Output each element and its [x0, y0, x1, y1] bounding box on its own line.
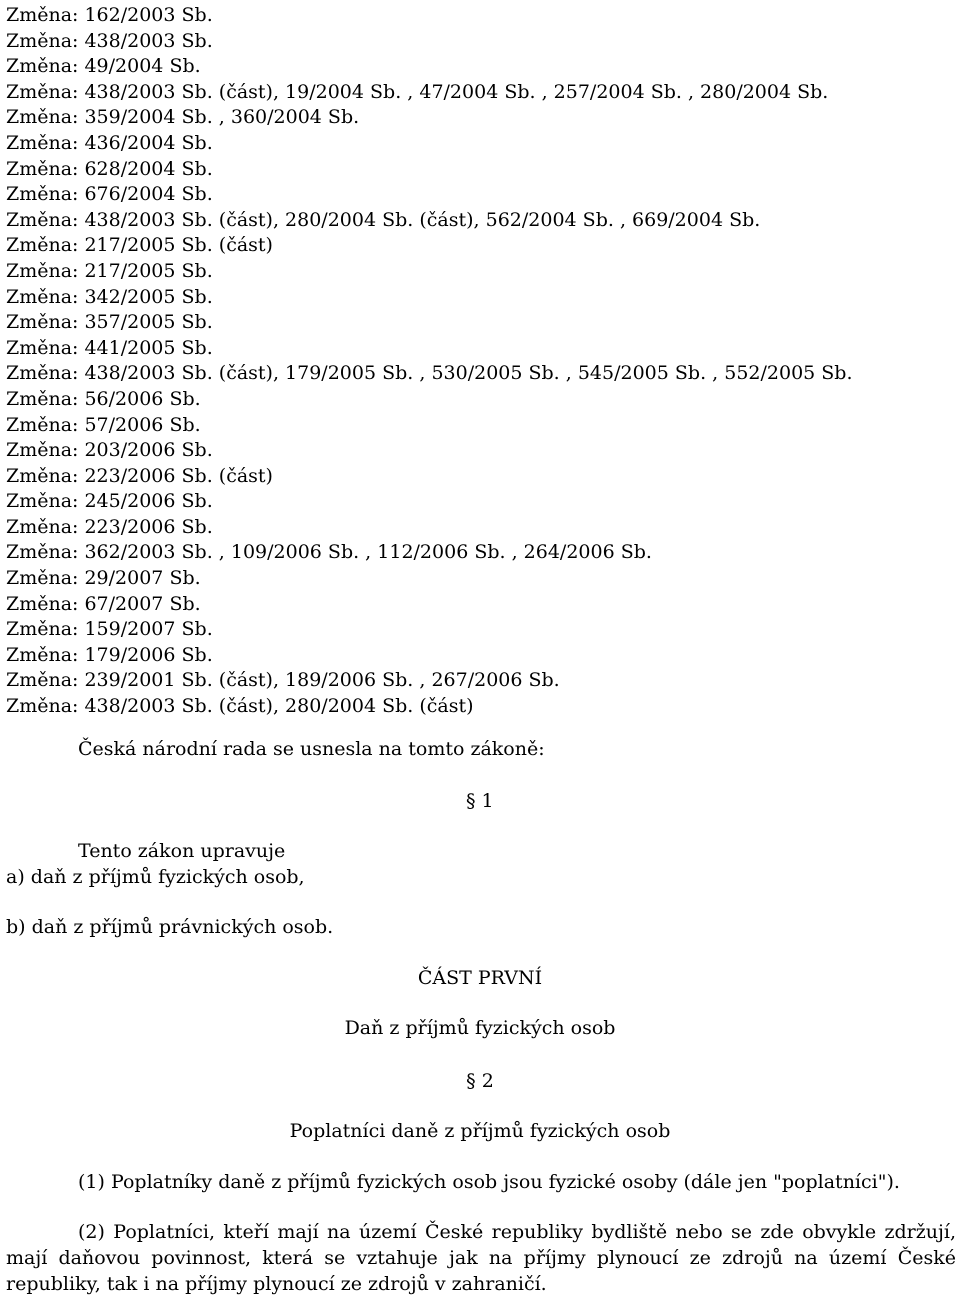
amendment-line: Změna: 342/2005 Sb.: [6, 285, 213, 308]
amendment-line: Změna: 438/2003 Sb. (část), 19/2004 Sb. , 47/2004 Sb. , 257/2004 Sb. , 280/2004 Sb.: [6, 80, 829, 103]
amendment-line: Změna: 676/2004 Sb.: [6, 183, 213, 206]
paragraph-1: (1) Poplatníky daně z příjmů fyzických osob jsou fyzické osoby (dále jen "poplatníci").: [78, 1171, 900, 1193]
section-1-item-b: b) daň z příjmů právnických osob.: [6, 916, 334, 938]
amendment-line: Změna: 203/2006 Sb.: [6, 439, 213, 462]
paragraph-2: [6, 1219, 956, 1297]
amendment-line: Změna: 57/2006 Sb.: [6, 413, 201, 436]
amendment-line: Změna: 438/2003 Sb. (část), 179/2005 Sb. , 530/2005 Sb. , 545/2005 Sb. , 552/2005 Sb.: [6, 362, 853, 385]
amendment-line: Změna: 67/2007 Sb.: [6, 592, 201, 615]
amendment-line: Změna: 359/2004 Sb. , 360/2004 Sb.: [6, 106, 360, 129]
amendment-line: Změna: 438/2003 Sb. (část), 280/2004 Sb. (část): [6, 695, 474, 718]
amendment-line: Změna: 56/2006 Sb.: [6, 387, 201, 410]
amendment-line: Změna: 357/2005 Sb.: [6, 311, 213, 334]
amendment-line: Změna: 239/2001 Sb. (část), 189/2006 Sb. , 267/2006 Sb.: [6, 669, 560, 692]
amendment-line: Změna: 245/2006 Sb.: [6, 490, 213, 513]
amendment-line: Změna: 179/2006 Sb.: [6, 643, 213, 666]
amendment-line: Změna: 217/2005 Sb. (část): [6, 234, 273, 257]
amendment-line: Změna: 29/2007 Sb.: [6, 567, 201, 590]
amendment-list: [6, 3, 946, 720]
amendment-line: Změna: 438/2003 Sb.: [6, 29, 213, 52]
amendment-line: Změna: 159/2007 Sb.: [6, 618, 213, 641]
section-2-title: Poplatníci daně z příjmů fyzických osob: [289, 1120, 671, 1142]
section-1-item-a: a) daň z příjmů fyzických osob,: [6, 866, 305, 888]
amendment-line: Změna: 436/2004 Sb.: [6, 131, 213, 154]
preamble: Česká národní rada se usnesla na tomto zákoně:: [78, 738, 545, 760]
section-1-intro: Tento zákon upravuje: [78, 840, 286, 862]
paragraph-2-text: (2) Poplatníci, kteří mají na území České republiky bydliště nebo se zde obvykle zdržují, mají daňovou povinnost, která se vztahuje jak na příjmy plynoucí ze zdrojů na území České republiky, tak i na příjmy plynoucí ze zdrojů v zahraničí.: [6, 1221, 956, 1295]
part-title: Daň z příjmů fyzických osob: [344, 1017, 616, 1039]
amendment-line: Změna: 217/2005 Sb.: [6, 259, 213, 282]
amendment-line: Změna: 49/2004 Sb.: [6, 55, 201, 78]
section-2-heading: § 2: [466, 1070, 494, 1092]
amendment-line: Změna: 223/2006 Sb.: [6, 515, 213, 538]
amendment-line: Změna: 441/2005 Sb.: [6, 336, 213, 359]
amendment-line: Změna: 223/2006 Sb. (část): [6, 464, 273, 487]
amendment-line: Změna: 362/2003 Sb. , 109/2006 Sb. , 112/2006 Sb. , 264/2006 Sb.: [6, 541, 652, 564]
amendment-line: Změna: 628/2004 Sb.: [6, 157, 213, 180]
amendment-line: Změna: 162/2003 Sb.: [6, 4, 213, 26]
amendment-line: Změna: 438/2003 Sb. (část), 280/2004 Sb. (část), 562/2004 Sb. , 669/2004 Sb.: [6, 208, 761, 231]
part-heading: ČÁST PRVNÍ: [417, 967, 543, 989]
section-1-heading: § 1: [466, 790, 494, 812]
